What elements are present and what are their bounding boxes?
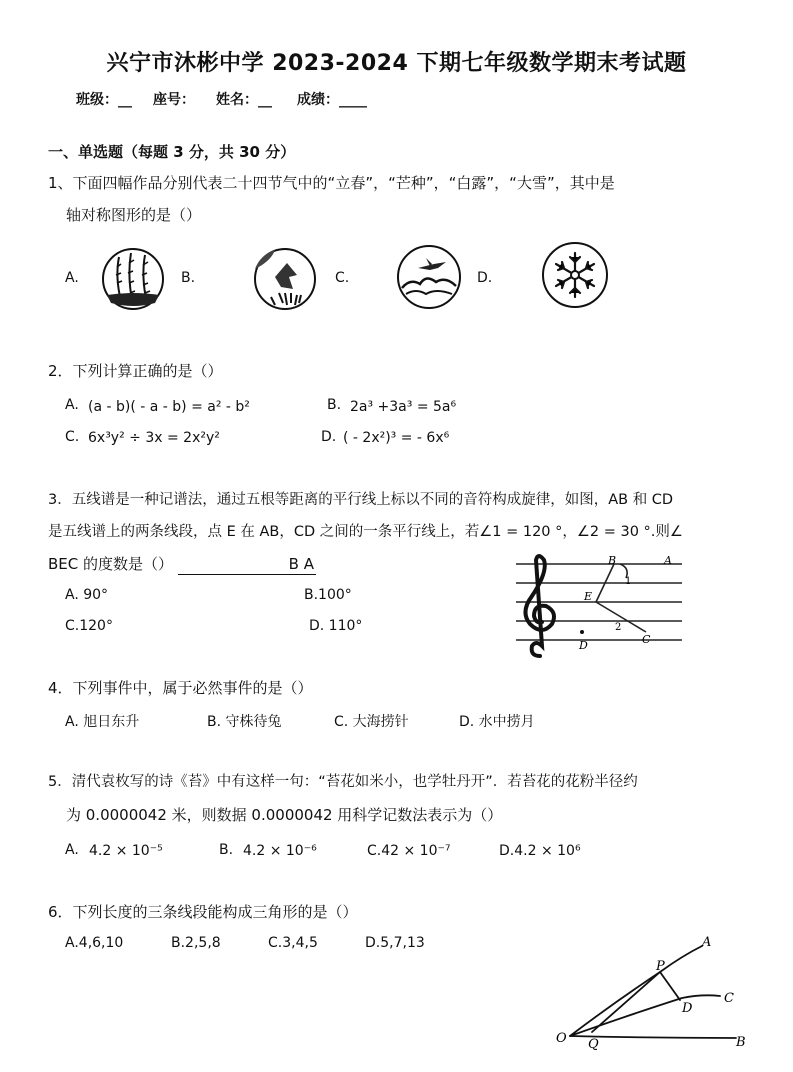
q4-option-d: D. 水中捞月 xyxy=(459,714,535,730)
q2-option-a-expr: (a - b)( - a - b) = a² - b² xyxy=(88,399,250,415)
q3-stem-line2: 是五线谱上的两条线段，点 E 在 AB，CD 之间的一条平行线上，若∠1 = 120 °，∠2 = 30 °.则∠ xyxy=(48,524,683,540)
q6-label-o: O xyxy=(556,1031,567,1046)
q3-label-c: C xyxy=(642,633,651,646)
q5-stem-line1: 5．清代袁枚写的诗《苔》中有这样一句：“苔花如米小，也学牡丹开”．若苔花的花粉半径约 xyxy=(48,774,638,790)
name-label: 姓名：__ xyxy=(216,92,272,108)
q3-stem-line3: BEC 的度数是（） xyxy=(48,555,174,573)
q3-answer-blank: B A xyxy=(178,554,316,575)
q3-option-c: C.120° xyxy=(65,618,113,634)
q2-option-c-expr: 6x³y² ÷ 3x = 2x²y² xyxy=(88,430,220,446)
q3-label-a: A xyxy=(664,554,672,567)
q3-stem-line1: 3．五线谱是一种记谱法，通过五根等距离的平行线上标以不同的音符构成旋律，如图，AB 和 CD xyxy=(48,492,674,508)
q2-option-b-label: B. xyxy=(327,397,342,413)
q3-staff-figure xyxy=(508,552,688,660)
class-label: 班级：__ xyxy=(76,92,132,108)
bailu-crane-icon xyxy=(396,244,462,310)
q6-label-p: P xyxy=(656,959,665,974)
q6-angle-figure xyxy=(552,934,752,1050)
q1-stem-line2: 轴对称图形的是（） xyxy=(66,206,202,224)
q1-option-d-label: D. xyxy=(477,270,493,286)
q6-label-a: A xyxy=(702,935,712,950)
q4-option-c: C. 大海捞针 xyxy=(334,714,409,730)
q5-option-d: D.4.2 × 10⁶ xyxy=(499,843,581,859)
q1-option-c-label: C. xyxy=(335,270,350,286)
q5-stem-line2: 为 0.0000042 米，则数据 0.0000042 用科学记数法表示为（） xyxy=(66,806,503,824)
q3-angle-2: 2 xyxy=(615,622,622,633)
q2-option-b-expr: 2a³ +3a³ = 5a⁶ xyxy=(350,399,457,415)
mangzhong-farmer-icon xyxy=(253,247,317,311)
q5-option-a-expr: 4.2 × 10⁻⁵ xyxy=(89,843,163,859)
exam-title: 兴宁市沐彬中学 2023-2024 下期七年级数学期末考试题 xyxy=(106,51,687,76)
q5-option-c: C.42 × 10⁻⁷ xyxy=(367,843,451,859)
q6-option-d: D.5,7,13 xyxy=(365,935,425,951)
q4-option-a: A. 旭日东升 xyxy=(65,714,140,730)
q6-label-b: B xyxy=(736,1035,746,1050)
q6-label-q: Q xyxy=(588,1037,599,1050)
q1-option-b-label: B. xyxy=(181,270,196,286)
q3-option-a: A. 90° xyxy=(65,587,109,603)
q5-option-a-label: A. xyxy=(65,842,79,858)
q1-stem-line1: 1、下面四幅作品分别代表二十四节气中的“立春”，“芒种”，“白露”，“大雪”，其中是 xyxy=(48,174,615,192)
q6-stem: 6．下列长度的三条线段能构成三角形的是（） xyxy=(48,903,358,921)
q4-option-b: B. 守株待兔 xyxy=(207,714,282,730)
q2-option-c-label: C. xyxy=(65,429,80,445)
q3-label-d: D xyxy=(579,639,588,652)
q5-option-b-label: B. xyxy=(219,842,234,858)
q6-option-c: C.3,4,5 xyxy=(268,935,318,951)
section-heading: 一、单选题（每题 3 分，共 30 分） xyxy=(48,143,296,161)
score-label: 成绩：____ xyxy=(297,92,367,108)
lichun-willow-icon xyxy=(101,247,165,311)
q2-option-a-label: A. xyxy=(65,397,79,413)
q2-stem: 2．下列计算正确的是（） xyxy=(48,362,223,380)
seat-label: 座号： xyxy=(153,92,195,108)
daxue-snowflake-icon xyxy=(541,241,609,309)
q5-option-b-expr: 4.2 × 10⁻⁶ xyxy=(243,843,317,859)
q3-label-b: B xyxy=(608,554,617,567)
q2-option-d-label: D. xyxy=(321,429,337,445)
q6-label-c: C xyxy=(724,991,734,1006)
q6-option-a: A.4,6,10 xyxy=(65,935,124,951)
q3-option-d: D. 110° xyxy=(309,618,363,634)
q1-option-a-label: A. xyxy=(65,270,79,286)
q6-label-d: D xyxy=(682,1001,693,1016)
q3-option-b: B.100° xyxy=(304,587,352,603)
q3-label-e: E xyxy=(584,590,593,603)
q4-stem: 4．下列事件中，属于必然事件的是（） xyxy=(48,679,313,697)
q6-option-b: B.2,5,8 xyxy=(171,935,221,951)
q2-option-d-expr: ( - 2x²)³ = - 6x⁶ xyxy=(343,430,450,446)
q3-angle-1: 1 xyxy=(625,576,632,587)
